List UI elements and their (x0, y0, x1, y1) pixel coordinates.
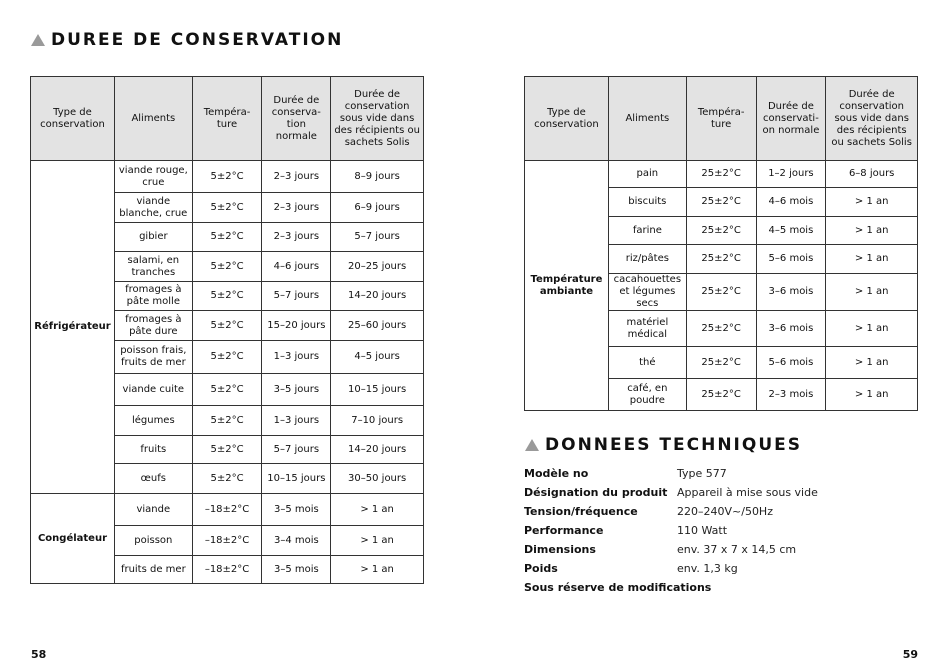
food-cell: cacahouettes et légumes secs (608, 274, 686, 311)
conservation-type-cell: Congélateur (31, 494, 115, 584)
spec-value: Type 577 (677, 467, 727, 480)
vacuum-duration-cell: 25–60 jours (331, 311, 424, 341)
temperature-cell: 25±2°C (686, 188, 756, 217)
food-cell: poisson frais, fruits de mer (114, 341, 192, 374)
tech-specs (524, 464, 918, 594)
temperature-cell: 5±2°C (192, 436, 262, 464)
normal-duration-cell: 4–5 mois (756, 217, 826, 245)
spec-label: Dimensions (524, 543, 596, 556)
header-duree-normale: Durée de conservation normale (262, 77, 331, 161)
temperature-cell: 25±2°C (686, 245, 756, 274)
temperature-cell: 5±2°C (192, 161, 262, 193)
spec-value: 220–240V~/50Hz (677, 505, 773, 518)
header-type: Type de conservation (31, 77, 115, 161)
page-title-donnees-techniques (525, 435, 802, 455)
temperature-cell: 5±2°C (192, 374, 262, 406)
section-title-text: DONNEES TECHNIQUES (545, 435, 802, 455)
food-cell: viande rouge, crue (114, 161, 192, 193)
page-number-left: 58 (31, 648, 47, 660)
normal-duration-cell: 15–20 jours (262, 311, 331, 341)
normal-duration-cell: 3–5 mois (262, 494, 331, 526)
normal-duration-cell: 2–3 jours (262, 161, 331, 193)
spec-label: Performance (524, 524, 604, 537)
header-duree-sous-vide: Durée de conservation sous vide dans des récipients ou sachets Solis (826, 77, 918, 161)
vacuum-duration-cell: > 1 an (826, 274, 918, 311)
food-cell: salami, en tranches (114, 252, 192, 282)
conservation-table-right (524, 76, 918, 411)
normal-duration-cell: 5–6 mois (756, 245, 826, 274)
food-cell: viande (114, 494, 192, 526)
normal-duration-cell: 1–3 jours (262, 406, 331, 436)
temperature-cell: 5±2°C (192, 252, 262, 282)
normal-duration-cell: 3–5 mois (262, 556, 331, 584)
spec-label: Poids (524, 562, 558, 575)
header-temperature: Température (686, 77, 756, 161)
temperature-cell: 25±2°C (686, 274, 756, 311)
vacuum-duration-cell: 14–20 jours (331, 282, 424, 311)
vacuum-duration-cell: 8–9 jours (331, 161, 424, 193)
spec-row (524, 521, 918, 540)
vacuum-duration-cell: > 1 an (331, 494, 424, 526)
food-cell: fruits de mer (114, 556, 192, 584)
header-duree-normale: Durée de conservation normale (756, 77, 826, 161)
temperature-cell: 25±2°C (686, 379, 756, 411)
vacuum-duration-cell: 14–20 jours (331, 436, 424, 464)
triangle-icon (525, 439, 539, 451)
food-cell: riz/pâtes (608, 245, 686, 274)
page-title-duree-de-conservation (31, 30, 343, 50)
spec-label: Modèle no (524, 467, 589, 480)
temperature-cell: 5±2°C (192, 464, 262, 494)
food-cell: viande blanche, crue (114, 193, 192, 223)
food-cell: fromages à pâte dure (114, 311, 192, 341)
table-row (525, 161, 918, 188)
normal-duration-cell: 2–3 jours (262, 193, 331, 223)
temperature-cell: 25±2°C (686, 217, 756, 245)
modifications-note: Sous réserve de modifications (524, 581, 712, 594)
temperature-cell: 25±2°C (686, 311, 756, 347)
vacuum-duration-cell: 7–10 jours (331, 406, 424, 436)
food-cell: biscuits (608, 188, 686, 217)
spec-value: env. 1,3 kg (677, 562, 738, 575)
food-cell: thé (608, 347, 686, 379)
normal-duration-cell: 4–6 jours (262, 252, 331, 282)
food-cell: légumes (114, 406, 192, 436)
temperature-cell: 25±2°C (686, 347, 756, 379)
spec-row (524, 464, 918, 483)
normal-duration-cell: 2–3 mois (756, 379, 826, 411)
vacuum-duration-cell: 10–15 jours (331, 374, 424, 406)
food-cell: fruits (114, 436, 192, 464)
spec-list (524, 464, 918, 578)
normal-duration-cell: 1–3 jours (262, 341, 331, 374)
vacuum-duration-cell: 6–9 jours (331, 193, 424, 223)
conservation-type-cell: Réfrigérateur (31, 161, 115, 494)
food-cell: viande cuite (114, 374, 192, 406)
header-aliments: Aliments (608, 77, 686, 161)
spec-row (524, 483, 918, 502)
header-type: Type de conservation (525, 77, 609, 161)
spec-label: Tension/fréquence (524, 505, 638, 518)
vacuum-duration-cell: > 1 an (331, 526, 424, 556)
food-cell: café, en poudre (608, 379, 686, 411)
conservation-table-left (30, 76, 424, 584)
vacuum-duration-cell: 6–8 jours (826, 161, 918, 188)
vacuum-duration-cell: > 1 an (826, 188, 918, 217)
normal-duration-cell: 5–6 mois (756, 347, 826, 379)
normal-duration-cell: 3–5 jours (262, 374, 331, 406)
table-row (31, 161, 424, 193)
page-number-right: 59 (902, 648, 918, 660)
normal-duration-cell: 4–6 mois (756, 188, 826, 217)
temperature-cell: 5±2°C (192, 406, 262, 436)
vacuum-duration-cell: 20–25 jours (331, 252, 424, 282)
header-duree-sous-vide: Durée de conservation sous vide dans des récipients ou sachets Solis (331, 77, 424, 161)
food-cell: gibier (114, 223, 192, 252)
normal-duration-cell: 3–6 mois (756, 274, 826, 311)
temperature-cell: 5±2°C (192, 193, 262, 223)
header-temperature: Température (192, 77, 262, 161)
section-title-text: DUREE DE CONSERVATION (51, 30, 344, 50)
temperature-cell: 5±2°C (192, 311, 262, 341)
table-body-left (31, 161, 424, 584)
temperature-cell: 5±2°C (192, 341, 262, 374)
spec-value: Appareil à mise sous vide (677, 486, 818, 499)
vacuum-duration-cell: 5–7 jours (331, 223, 424, 252)
food-cell: matériel médical (608, 311, 686, 347)
spec-label: Désignation du produit (524, 486, 668, 499)
vacuum-duration-cell: > 1 an (826, 347, 918, 379)
vacuum-duration-cell: > 1 an (826, 217, 918, 245)
temperature-cell: –18±2°C (192, 526, 262, 556)
food-cell: œufs (114, 464, 192, 494)
food-cell: pain (608, 161, 686, 188)
normal-duration-cell: 1–2 jours (756, 161, 826, 188)
vacuum-duration-cell: > 1 an (826, 245, 918, 274)
table-row (31, 494, 424, 526)
normal-duration-cell: 2–3 jours (262, 223, 331, 252)
spec-value: 110 Watt (677, 524, 728, 537)
temperature-cell: 25±2°C (686, 161, 756, 188)
spec-row (524, 540, 918, 559)
normal-duration-cell: 3–4 mois (262, 526, 331, 556)
conservation-type-cell: Température ambiante (525, 161, 609, 411)
vacuum-duration-cell: > 1 an (331, 556, 424, 584)
header-aliments: Aliments (114, 77, 192, 161)
vacuum-duration-cell: 30–50 jours (331, 464, 424, 494)
food-cell: poisson (114, 526, 192, 556)
temperature-cell: 5±2°C (192, 282, 262, 311)
temperature-cell: –18±2°C (192, 556, 262, 584)
normal-duration-cell: 5–7 jours (262, 282, 331, 311)
vacuum-duration-cell: > 1 an (826, 311, 918, 347)
table-body-right (525, 161, 918, 411)
spec-row (524, 502, 918, 521)
normal-duration-cell: 3–6 mois (756, 311, 826, 347)
normal-duration-cell: 5–7 jours (262, 436, 331, 464)
food-cell: farine (608, 217, 686, 245)
vacuum-duration-cell: > 1 an (826, 379, 918, 411)
vacuum-duration-cell: 4–5 jours (331, 341, 424, 374)
food-cell: fromages à pâte molle (114, 282, 192, 311)
normal-duration-cell: 10–15 jours (262, 464, 331, 494)
temperature-cell: 5±2°C (192, 223, 262, 252)
spec-row (524, 559, 918, 578)
spec-value: env. 37 x 7 x 14,5 cm (677, 543, 797, 556)
triangle-icon (31, 34, 45, 46)
temperature-cell: –18±2°C (192, 494, 262, 526)
